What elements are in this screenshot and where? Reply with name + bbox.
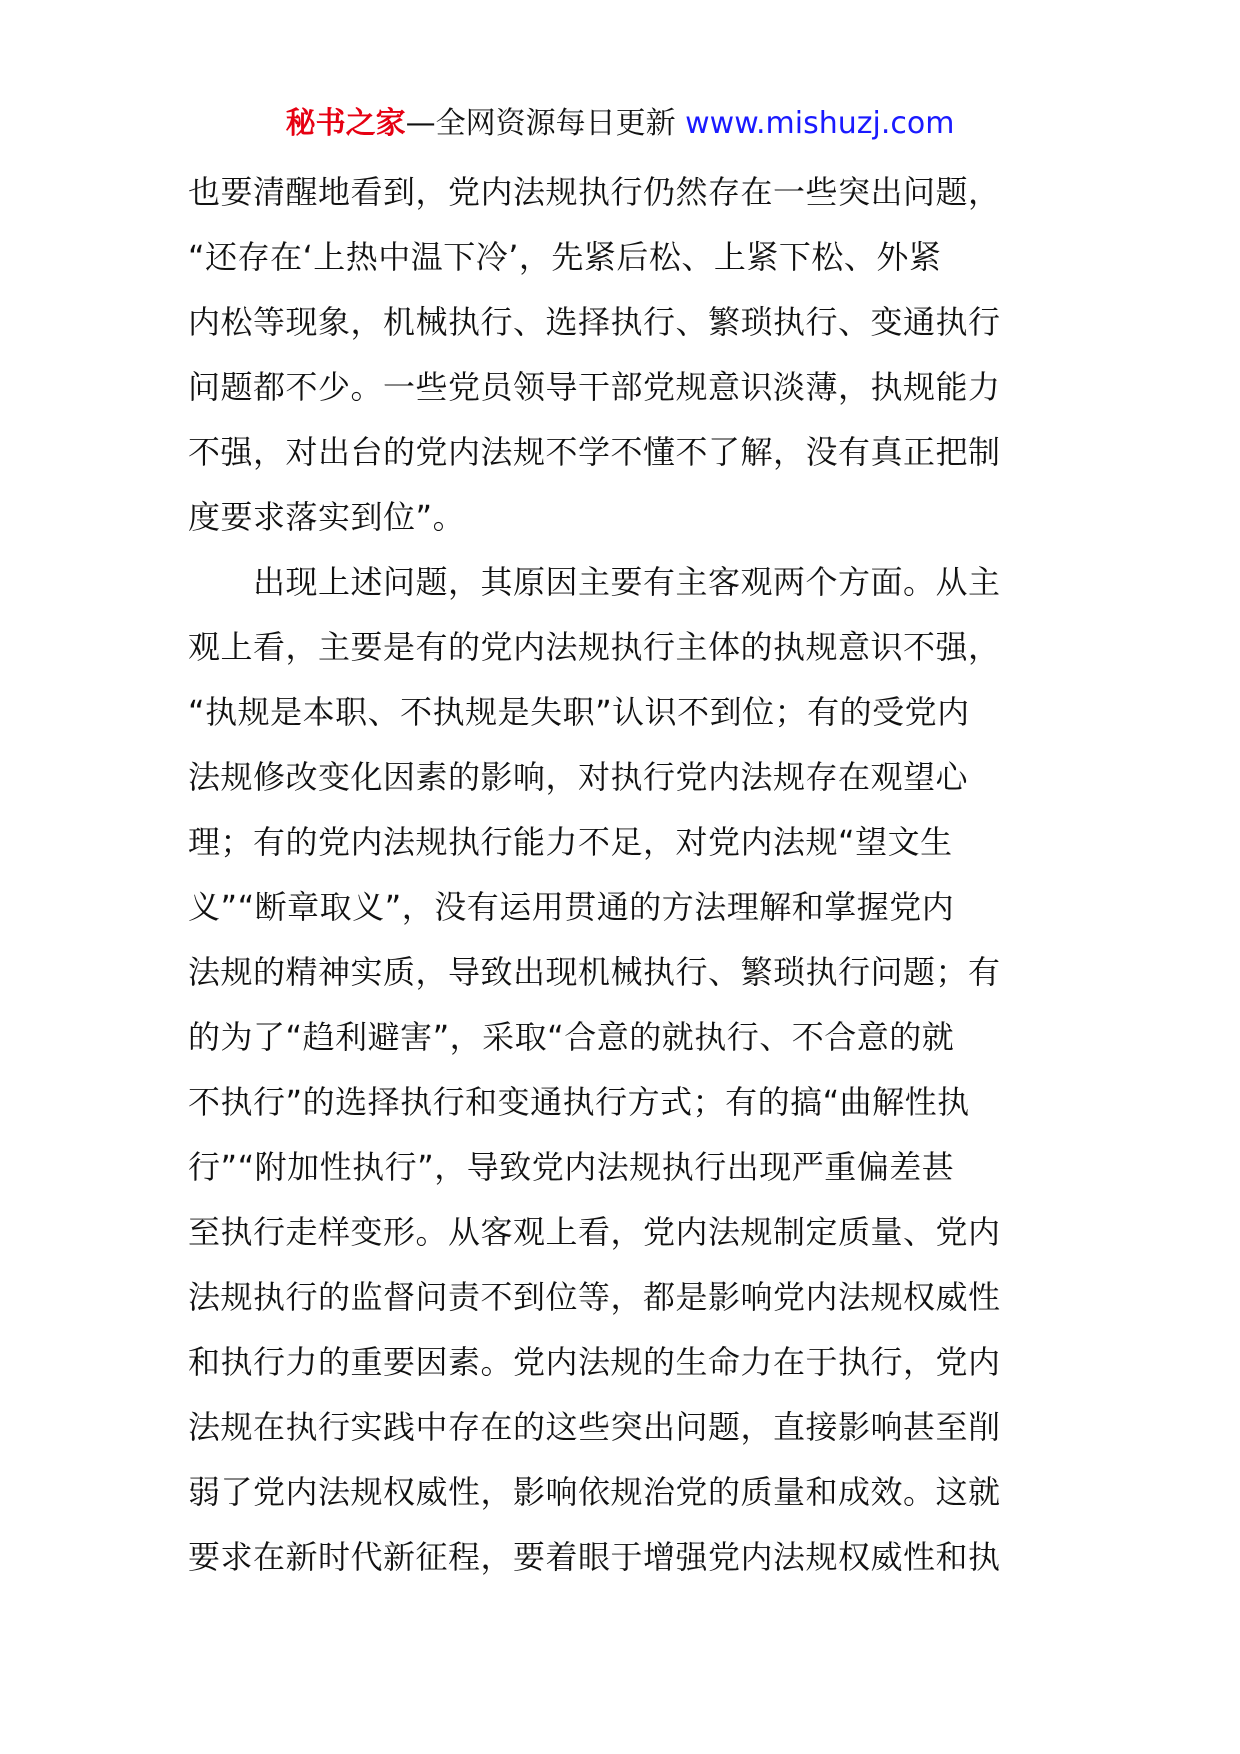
- text-line: 观上看，主要是有的党内法规执行主体的执规意识不强，: [188, 628, 1001, 666]
- text-line: 问题都不少。一些党员领导干部党规意识淡薄，执规能力: [188, 368, 1001, 406]
- text-line: 度要求落实到位”。: [188, 498, 466, 536]
- text-line: 的为了“趋利避害”，采取“合意的就执行、不合意的就: [188, 1018, 955, 1056]
- text-line: 行”“附加性执行”，导致党内法规执行出现严重偏差甚: [188, 1148, 955, 1186]
- text-line: 不执行”的选择执行和变通执行方式；有的搞“曲解性执: [188, 1083, 970, 1121]
- text-line: 要求在新时代新征程，要着眼于增强党内法规权威性和执: [188, 1538, 1001, 1576]
- header-url-link[interactable]: www.mishuzj.com: [685, 106, 955, 141]
- text-line: 和执行力的重要因素。党内法规的生命力在于执行，党内: [188, 1343, 1001, 1381]
- text-line: “执规是本职、不执规是失职”认识不到位；有的受党内: [188, 693, 970, 731]
- text-line: 理；有的党内法规执行能力不足，对党内法规“望文生: [188, 823, 953, 861]
- page-header: [0, 100, 1240, 148]
- header-brand: 秘书之家: [285, 106, 406, 141]
- text-line: 至执行走样变形。从客观上看，党内法规制定质量、党内: [188, 1213, 1001, 1251]
- text-line: 不强，对出台的党内法规不学不懂不了解，没有真正把制: [188, 433, 1001, 471]
- text-line: 法规修改变化因素的影响，对执行党内法规存在观望心: [188, 758, 969, 796]
- header-tagline: —全网资源每日更新: [405, 106, 686, 141]
- text-line: 义”“断章取义”，没有运用贯通的方法理解和掌握党内: [188, 888, 955, 926]
- text-line: 法规的精神实质，导致出现机械执行、繁琐执行问题；有: [188, 953, 1001, 991]
- text-line: 内松等现象，机械执行、选择执行、繁琐执行、变通执行: [188, 303, 1001, 341]
- text-line: 法规在执行实践中存在的这些突出问题，直接影响甚至削: [188, 1408, 1001, 1446]
- body-text: [188, 160, 1058, 1590]
- text-line: 出现上述问题，其原因主要有主客观两个方面。从主: [188, 563, 1001, 601]
- text-line: 法规执行的监督问责不到位等，都是影响党内法规权威性: [188, 1278, 1001, 1316]
- text-line: 也要清醒地看到，党内法规执行仍然存在一些突出问题，: [188, 173, 1001, 211]
- text-line: “还存在‘上热中温下冷’，先紧后松、上紧下松、外紧: [188, 238, 942, 276]
- text-line: 弱了党内法规权威性，影响依规治党的质量和成效。这就: [188, 1473, 1001, 1511]
